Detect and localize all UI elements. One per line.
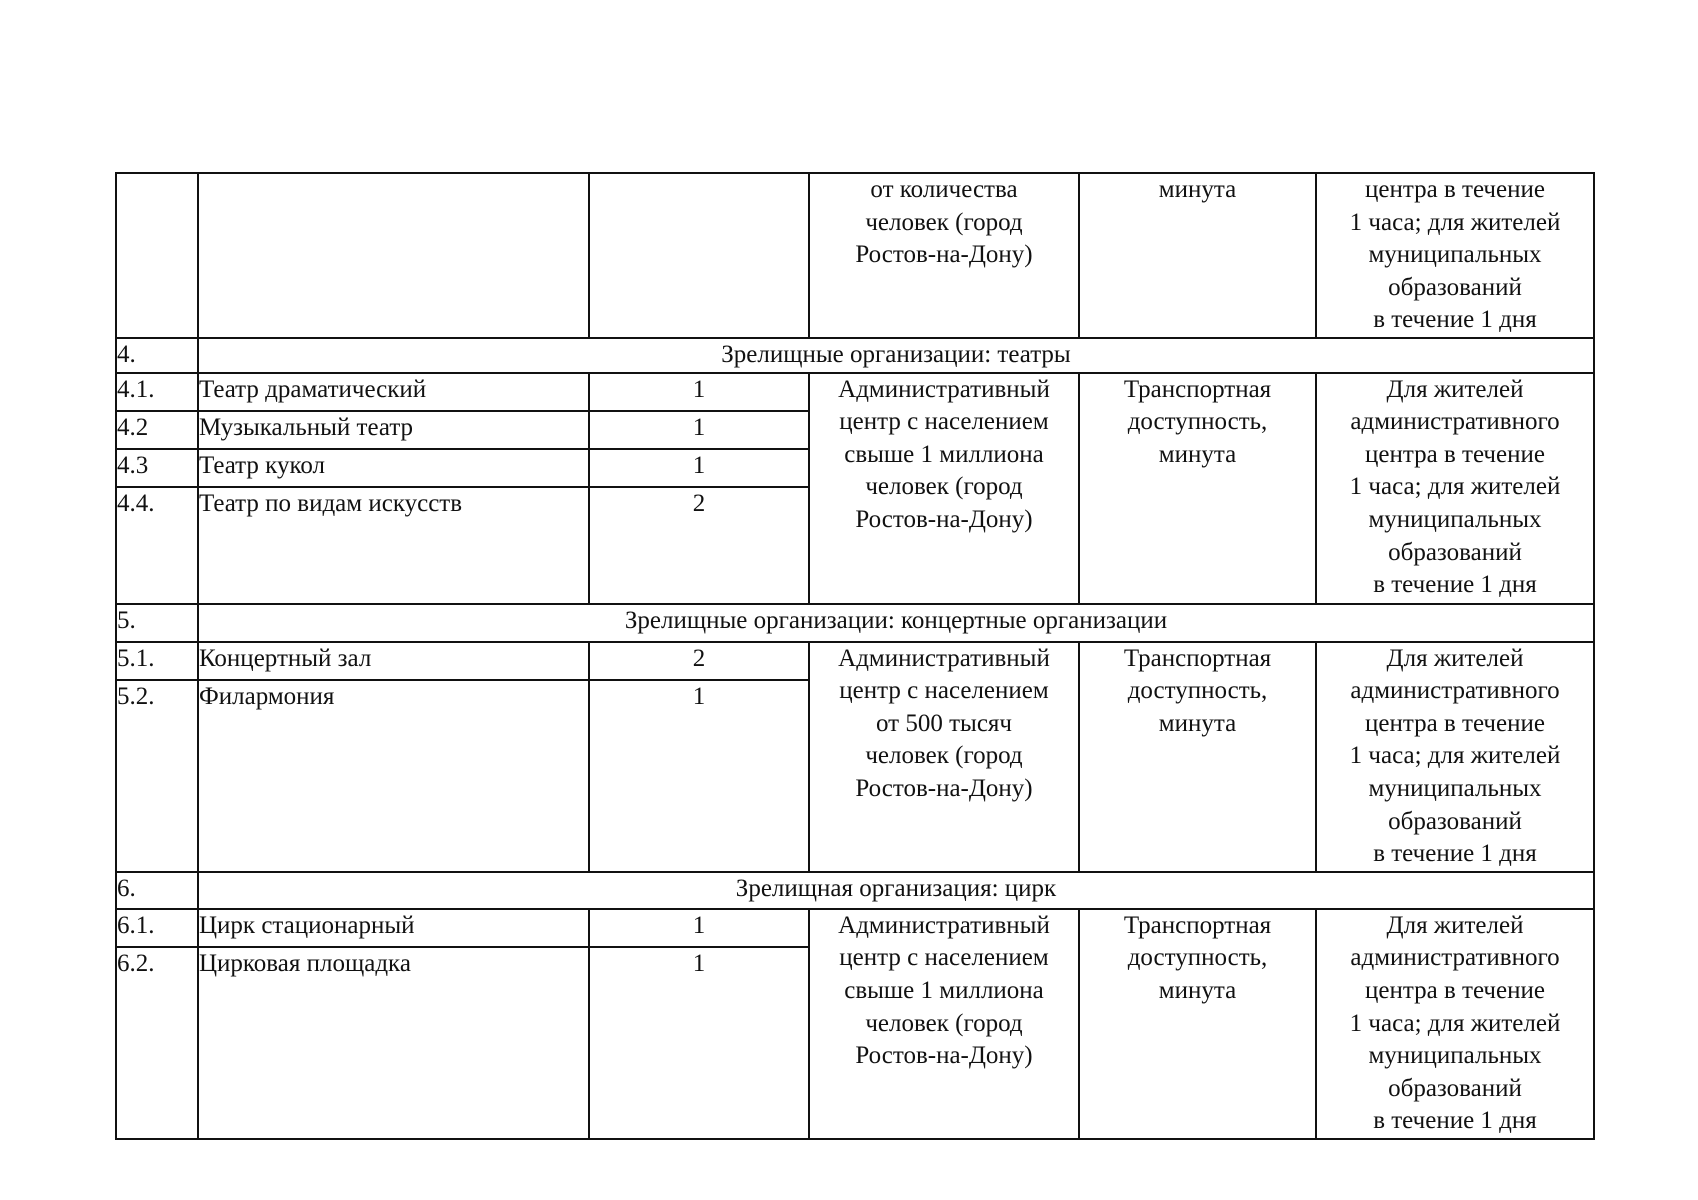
territory-cell: Административный центр с населением свыше 1 миллиона человек (город Ростов-на-Дону) xyxy=(809,373,1079,604)
section-number: 6. xyxy=(116,872,198,909)
item-name: Филармония xyxy=(198,680,589,872)
item-number: 4.4. xyxy=(116,487,198,604)
table-row xyxy=(116,373,1594,411)
item-name: Театр кукол xyxy=(198,449,589,487)
item-name: Музыкальный театр xyxy=(198,411,589,449)
item-count: 1 xyxy=(589,947,809,1139)
section-number: 4. xyxy=(116,338,198,373)
indicator-cell: Транспортная доступность, минута xyxy=(1079,642,1316,872)
table-row xyxy=(116,909,1594,947)
item-name: Цирк стационарный xyxy=(198,909,589,947)
item-count: 1 xyxy=(589,373,809,411)
item-number: 4.3 xyxy=(116,449,198,487)
item-number: 6.2. xyxy=(116,947,198,1139)
item-number: 5.2. xyxy=(116,680,198,872)
section-header-row xyxy=(116,338,1594,373)
item-count: 1 xyxy=(589,680,809,872)
continuation-count-cell xyxy=(589,173,809,338)
section-number: 5. xyxy=(116,604,198,642)
norm-cell: Для жителей административного центра в течение 1 часа; для жителей муниципальных образований в течение 1 дня xyxy=(1316,642,1594,872)
indicator-cell: Транспортная доступность, минута xyxy=(1079,909,1316,1139)
table-row xyxy=(116,642,1594,680)
item-name: Театр драматический xyxy=(198,373,589,411)
section-header-row xyxy=(116,604,1594,642)
norm-cell: Для жителей административного центра в течение 1 часа; для жителей муниципальных образований в течение 1 дня xyxy=(1316,373,1594,604)
territory-cell: Административный центр с населением свыше 1 миллиона человек (город Ростов-на-Дону) xyxy=(809,909,1079,1139)
item-number: 5.1. xyxy=(116,642,198,680)
norm-cell: Для жителей административного центра в течение 1 часа; для жителей муниципальных образований в течение 1 дня xyxy=(1316,909,1594,1139)
item-number: 6.1. xyxy=(116,909,198,947)
continuation-row xyxy=(116,173,1594,338)
item-count: 1 xyxy=(589,909,809,947)
item-count: 2 xyxy=(589,642,809,680)
item-number: 4.2 xyxy=(116,411,198,449)
section-title: Зрелищная организация: цирк xyxy=(198,872,1594,909)
continuation-number-cell xyxy=(116,173,198,338)
item-number: 4.1. xyxy=(116,373,198,411)
item-count: 1 xyxy=(589,411,809,449)
section-header-row xyxy=(116,872,1594,909)
item-count: 1 xyxy=(589,449,809,487)
item-name: Концертный зал xyxy=(198,642,589,680)
item-name: Театр по видам искусств xyxy=(198,487,589,604)
item-count: 2 xyxy=(589,487,809,604)
continuation-name-cell xyxy=(198,173,589,338)
continuation-norm-cell: центра в течение 1 часа; для жителей муниципальных образований в течение 1 дня xyxy=(1316,173,1594,338)
norms-table xyxy=(115,172,1595,1140)
territory-cell: Административный центр с населением от 500 тысяч человек (город Ростов-на-Дону) xyxy=(809,642,1079,872)
continuation-indicator-cell: минута xyxy=(1079,173,1316,338)
section-title: Зрелищные организации: театры xyxy=(198,338,1594,373)
item-name: Цирковая площадка xyxy=(198,947,589,1139)
indicator-cell: Транспортная доступность, минута xyxy=(1079,373,1316,604)
continuation-territory-cell: от количества человек (город Ростов-на-Дону) xyxy=(809,173,1079,338)
section-title: Зрелищные организации: концертные организации xyxy=(198,604,1594,642)
